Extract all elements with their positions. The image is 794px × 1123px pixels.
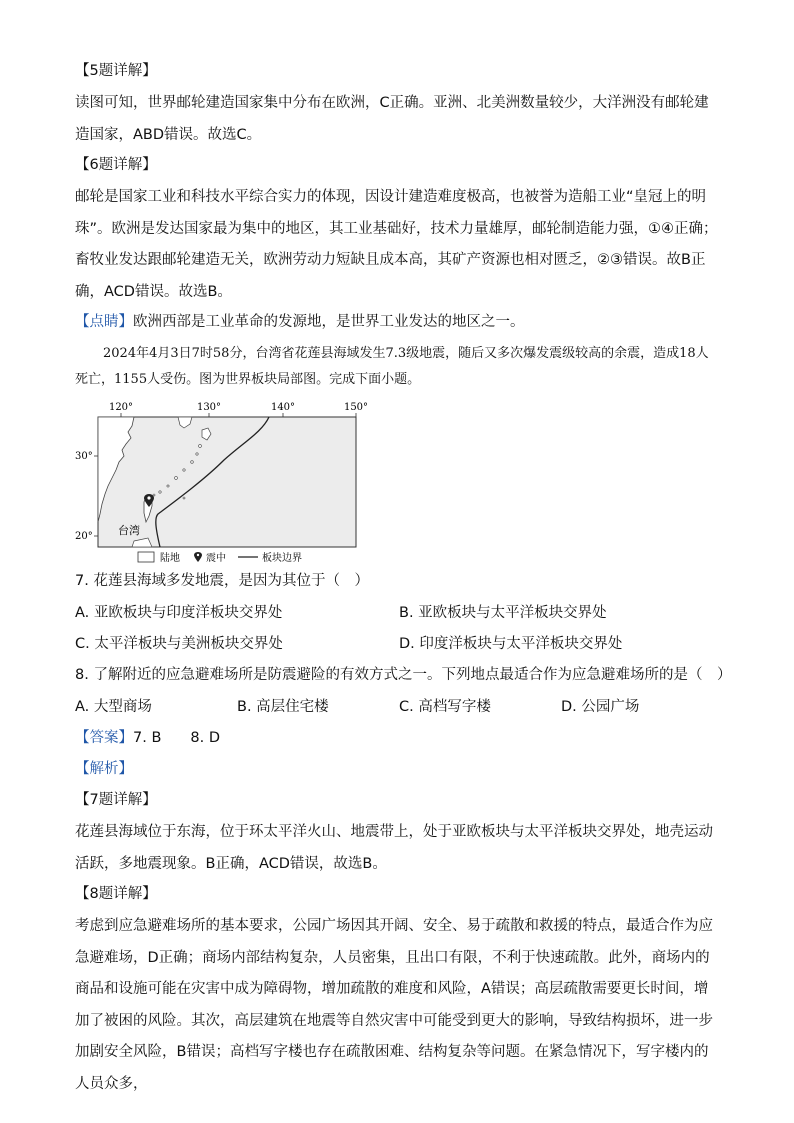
answer-label: 【答案】: [75, 730, 133, 746]
section5-body: 读图可知，世界邮轮建造国家集中分布在欧洲，C正确。亚洲、北美洲数量较少，大洋洲没有邮轮建造国家，ABD错误。故选C。: [75, 95, 709, 143]
lon-label-150: 150°: [343, 402, 369, 413]
legend-land-swatch: [138, 552, 154, 562]
q8-option-b: B. 高层住宅楼: [237, 699, 329, 715]
q7-option-d: D. 印度洋板块与太平洋板块交界处: [399, 636, 623, 652]
legend-boundary-label: 板块边界: [262, 553, 302, 564]
answer-text: 7. B 8. D: [133, 730, 220, 746]
q7-option-b: B. 亚欧板块与太平洋板块交界处: [399, 605, 607, 621]
lon-label-130: 130°: [196, 402, 222, 413]
dianjing-text: 欧洲西部是工业革命的发源地，是世界工业发达的地区之一。: [133, 314, 525, 330]
dianjing-label: 【点睛】: [75, 314, 133, 330]
legend-epicenter-icon: [194, 552, 202, 562]
legend-epicenter-label: 震中: [206, 553, 226, 564]
q8-option-d: D. 公园广场: [561, 699, 640, 715]
lat-label-30: 30°: [75, 451, 93, 462]
section5-heading: 【5题详解】: [75, 63, 157, 79]
lon-label-120: 120°: [108, 402, 134, 413]
section6-body: 邮轮是国家工业和科技水平综合实力的体现，因设计建造难度极高，也被誉为造船工业“皇冠上的明珠”。欧洲是发达国家最为集中的地区，其工业基础好，技术力量雄厚，邮轮制造能力强，①④正确；畜牧业发达跟邮轮建造无关，欧洲劳动力短缺且成本高，其矿产资源也相对匮乏，②③错误。故B正确，ACD错误。故选B。: [75, 189, 718, 300]
taiwan-label: 台湾: [118, 524, 140, 537]
lon-label-140: 140°: [270, 402, 296, 413]
section7-heading: 【7题详解】: [75, 792, 157, 808]
question-8: 8. 了解附近的应急避难场所是防震避险的有效方式之一。下列地点最适合作为应急避难场所的是（ ）: [75, 667, 732, 683]
lat-label-20: 20°: [75, 531, 93, 542]
jiexi-label: 【解析】: [75, 761, 133, 777]
section8-heading: 【8题详解】: [75, 886, 157, 902]
answer-line: [75, 728, 220, 748]
q8-option-a: A. 大型商场: [75, 699, 152, 715]
question-7: 7. 花莲县海域多发地震，是因为其位于（ ）: [75, 573, 369, 589]
plate-map: [74, 398, 374, 568]
section8-body: 考虑到应急避难场所的基本要求，公园广场因其开阔、安全、易于疏散和救援的特点，最适合作为应急避难场，D正确；商场内部结构复杂，人员密集，且出口有限，不利于快速疏散。此外，商场内的商品和设施可能在灾害中成为障碍物，增加疏散的难度和风险，A错误；高层疏散需要更长时间，增加了被困的风险。其次，高层建筑在地震等自然灾害中可能受到更大的影响，导致结构损坏，进一步加剧安全风险，B错误；高档写字楼也存在疏散困难、结构复杂等问题。在紧急情况下，写字楼内的人员众多，: [75, 918, 713, 1092]
question-stem: 2024年4月3日7时58分，台湾省花莲县海域发生7.3级地震，随后又多次爆发震级较高的余震，造成18人死亡，1155人受伤。图为世界板块局部图。完成下面小题。: [75, 346, 709, 387]
map-legend: [138, 551, 302, 564]
q8-option-c: C. 高档写字楼: [399, 699, 491, 715]
q7-option-a: A. 亚欧板块与印度洋板块交界处: [75, 605, 283, 621]
q7-option-c: C. 太平洋板块与美洲板块交界处: [75, 636, 283, 652]
section7-body: 花莲县海域位于东海，位于环太平洋火山、地震带上，处于亚欧板块与太平洋板块交界处，地壳运动活跃，多地震现象。B正确，ACD错误，故选B。: [75, 824, 713, 872]
legend-land-label: 陆地: [160, 553, 180, 564]
dianjing: [75, 312, 525, 332]
section6-heading: 【6题详解】: [75, 157, 157, 173]
